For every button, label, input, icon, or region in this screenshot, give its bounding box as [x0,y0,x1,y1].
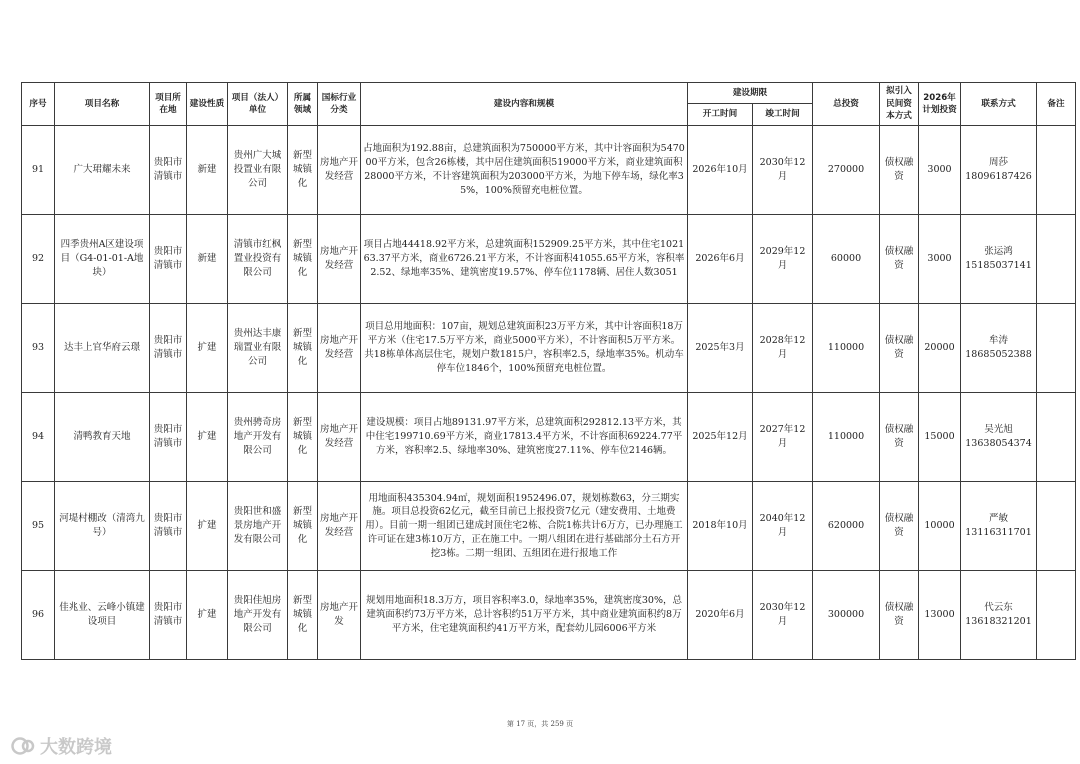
watermark-logo-icon [10,736,36,756]
cell-seq: 93 [22,304,55,393]
cell-seq: 92 [22,215,55,304]
cell-end: 2027年12月 [753,393,813,482]
cell-industry: 房地产开发经营 [318,126,361,215]
cell-owner: 贵阳世和盛景房地产开发有限公司 [228,482,288,571]
contact-name: 周莎 [989,157,1009,169]
cell-location: 贵阳市清镇市 [150,215,187,304]
cell-field: 新型城镇化 [288,393,318,482]
cell-method: 债权融资 [880,571,919,660]
cell-name: 清鸭教育天地 [55,393,150,482]
cell-location: 贵阳市清镇市 [150,393,187,482]
header-start: 开工时间 [688,104,753,126]
cell-owner: 贵州广大城投置业有限公司 [228,126,288,215]
cell-owner: 贵州骋奇房地产开发有限公司 [228,393,288,482]
cell-content: 建设规模：项目占地89131.97平方米，总建筑面积292812.13平方米，其中住宅199710.69平方米，商业17813.4平方米，不计容面积69224.77平方米，容积率2.5、绿地率30%、建筑密度27.11%、停车位2146辆。 [361,393,688,482]
cell-note [1037,304,1076,393]
cell-field: 新型城镇化 [288,215,318,304]
cell-start: 2025年3月 [688,304,753,393]
cell-content: 用地面积435304.94㎡，规划面积1952496.07，规划栋数63，分三期实施。项目总投资62亿元，截至目前已上报投资7亿元（建安费用、土地费用）。目前一期一组团已建成封顶住宅2栋、合院1栋共计6万方，已办理施工许可证在建3栋10万方，正在施工中。一期八组团在进行基础部分土石方开挖3栋。二期一组团、五组团在进行报地工作 [361,482,688,571]
cell-location: 贵阳市清镇市 [150,571,187,660]
table-row [22,571,1076,660]
cell-plan: 10000 [919,482,961,571]
cell-industry: 房地产开发经营 [318,304,361,393]
contact-phone: 13116311701 [965,527,1032,538]
cell-plan: 13000 [919,571,961,660]
cell-content: 占地面积为192.88亩，总建筑面积为750000平方米，其中计容面积为547000平方米，包含26栋楼，其中居住建筑面积519000平方米，商业建筑面积28000平方米，不计容建筑面积为203000平方米，为地下停车场，绿化率35%，100%预留充电桩位置。 [361,126,688,215]
cell-content: 项目总用地面积：107亩，规划总建筑面积23万平方米，其中计容面积18万平方米（住宅17.5万平方米，商业5000平方米），不计容面积5万平方米。共18栋单体高层住宅，规划户数1815户，容积率2.5，绿地率35%。机动车停车位1846个，100%预留充电桩位置。 [361,304,688,393]
cell-contact [961,482,1037,571]
cell-end: 2030年12月 [753,571,813,660]
cell-location: 贵阳市清镇市 [150,482,187,571]
cell-plan: 3000 [919,215,961,304]
cell-end: 2028年12月 [753,304,813,393]
header-nature: 建设性质 [187,83,228,126]
cell-owner: 贵州达丰康瑞置业有限公司 [228,304,288,393]
watermark [10,733,112,759]
cell-field: 新型城镇化 [288,571,318,660]
cell-contact [961,215,1037,304]
cell-seq: 91 [22,126,55,215]
header-field: 所属领域 [288,83,318,126]
table-row [22,126,1076,215]
contact-phone: 15185037141 [965,260,1032,271]
cell-start: 2025年12月 [688,393,753,482]
cell-industry: 房地产开发经营 [318,393,361,482]
contact-name: 吴光旭 [984,424,1013,436]
cell-seq: 96 [22,571,55,660]
cell-name: 佳兆业、云峰小镇建设项目 [55,571,150,660]
cell-start: 2026年6月 [688,215,753,304]
header-content: 建设内容和规模 [361,83,688,126]
contact-name: 严敏 [989,513,1009,525]
cell-name: 河堤村棚改（清湾九号） [55,482,150,571]
cell-invest: 110000 [813,393,880,482]
watermark-text: 大数跨境 [40,737,112,758]
cell-start: 2018年10月 [688,482,753,571]
cell-seq: 95 [22,482,55,571]
cell-nature: 新建 [187,126,228,215]
cell-nature: 新建 [187,215,228,304]
cell-end: 2040年12月 [753,482,813,571]
header-end: 竣工时间 [753,104,813,126]
header-name: 项目名称 [55,83,150,126]
cell-note [1037,482,1076,571]
table-row [22,482,1076,571]
cell-industry: 房地产开发经营 [318,482,361,571]
cell-nature: 扩建 [187,482,228,571]
contact-phone: 18096187426 [965,171,1032,182]
header-location: 项目所在地 [150,83,187,126]
cell-location: 贵阳市清镇市 [150,126,187,215]
cell-field: 新型城镇化 [288,482,318,571]
cell-contact [961,393,1037,482]
cell-name: 广大珺耀未来 [55,126,150,215]
cell-owner: 清镇市红枫置业投资有限公司 [228,215,288,304]
cell-method: 债权融资 [880,482,919,571]
cell-method: 债权融资 [880,215,919,304]
cell-seq: 94 [22,393,55,482]
contact-name: 张运鸿 [984,246,1013,258]
cell-note [1037,571,1076,660]
cell-end: 2029年12月 [753,215,813,304]
cell-plan: 20000 [919,304,961,393]
cell-plan: 15000 [919,393,961,482]
cell-content: 项目占地44418.92平方米，总建筑面积152909.25平方米，其中住宅102163.37平方米，商业6726.21平方米，不计容面积41055.65平方米，容积率2.52、绿地率35%、建筑密度19.57%、停车位1178辆、居住人数3051 [361,215,688,304]
cell-invest: 620000 [813,482,880,571]
cell-contact [961,304,1037,393]
contact-phone: 13618321201 [965,616,1032,627]
cell-location: 贵阳市清镇市 [150,304,187,393]
contact-name: 牟涛 [989,335,1009,347]
cell-start: 2020年6月 [688,571,753,660]
header-method: 拟引入民间资本方式 [880,83,919,126]
contact-name: 代云东 [984,602,1013,614]
header-note: 备注 [1037,83,1076,126]
header-industry: 国标行业分类 [318,83,361,126]
cell-content: 规划用地面积18.3万方，项目容积率3.0，绿地率35%，建筑密度30%，总建筑面积约73万平方米，总计容积约51万平方米，其中商业建筑面积约8万平方米，住宅建筑面积约41万平方米，配套幼儿园6006平方米 [361,571,688,660]
cell-invest: 270000 [813,126,880,215]
cell-note [1037,393,1076,482]
cell-nature: 扩建 [187,304,228,393]
cell-name: 四季贵州A区建设项目（G4-01-01-A地块） [55,215,150,304]
cell-invest: 300000 [813,571,880,660]
header-seq: 序号 [22,83,55,126]
cell-industry: 房地产开发 [318,571,361,660]
cell-field: 新型城镇化 [288,304,318,393]
cell-invest: 110000 [813,304,880,393]
cell-plan: 3000 [919,126,961,215]
header-contact: 联系方式 [961,83,1037,126]
cell-industry: 房地产开发经营 [318,215,361,304]
cell-note [1037,215,1076,304]
table-row [22,393,1076,482]
table-row [22,215,1076,304]
cell-contact [961,126,1037,215]
contact-phone: 13638054374 [965,438,1032,449]
cell-field: 新型城镇化 [288,126,318,215]
page-footer: 第 17 页，共 259 页 [506,720,574,728]
cell-nature: 扩建 [187,393,228,482]
cell-end: 2030年12月 [753,126,813,215]
contact-phone: 18685052388 [965,349,1032,360]
cell-owner: 贵阳佳旭房地产开发有限公司 [228,571,288,660]
cell-invest: 60000 [813,215,880,304]
project-table [21,82,1076,660]
cell-start: 2026年10月 [688,126,753,215]
cell-method: 债权融资 [880,304,919,393]
header-invest: 总投资 [813,83,880,126]
cell-method: 债权融资 [880,393,919,482]
cell-nature: 扩建 [187,571,228,660]
cell-note [1037,126,1076,215]
header-period: 建设期限 [688,83,813,104]
cell-contact [961,571,1037,660]
cell-name: 达丰上官华府云璟 [55,304,150,393]
header-plan: 2026年计划投资 [919,83,961,126]
table-row [22,304,1076,393]
cell-method: 债权融资 [880,126,919,215]
header-owner: 项目（法人）单位 [228,83,288,126]
